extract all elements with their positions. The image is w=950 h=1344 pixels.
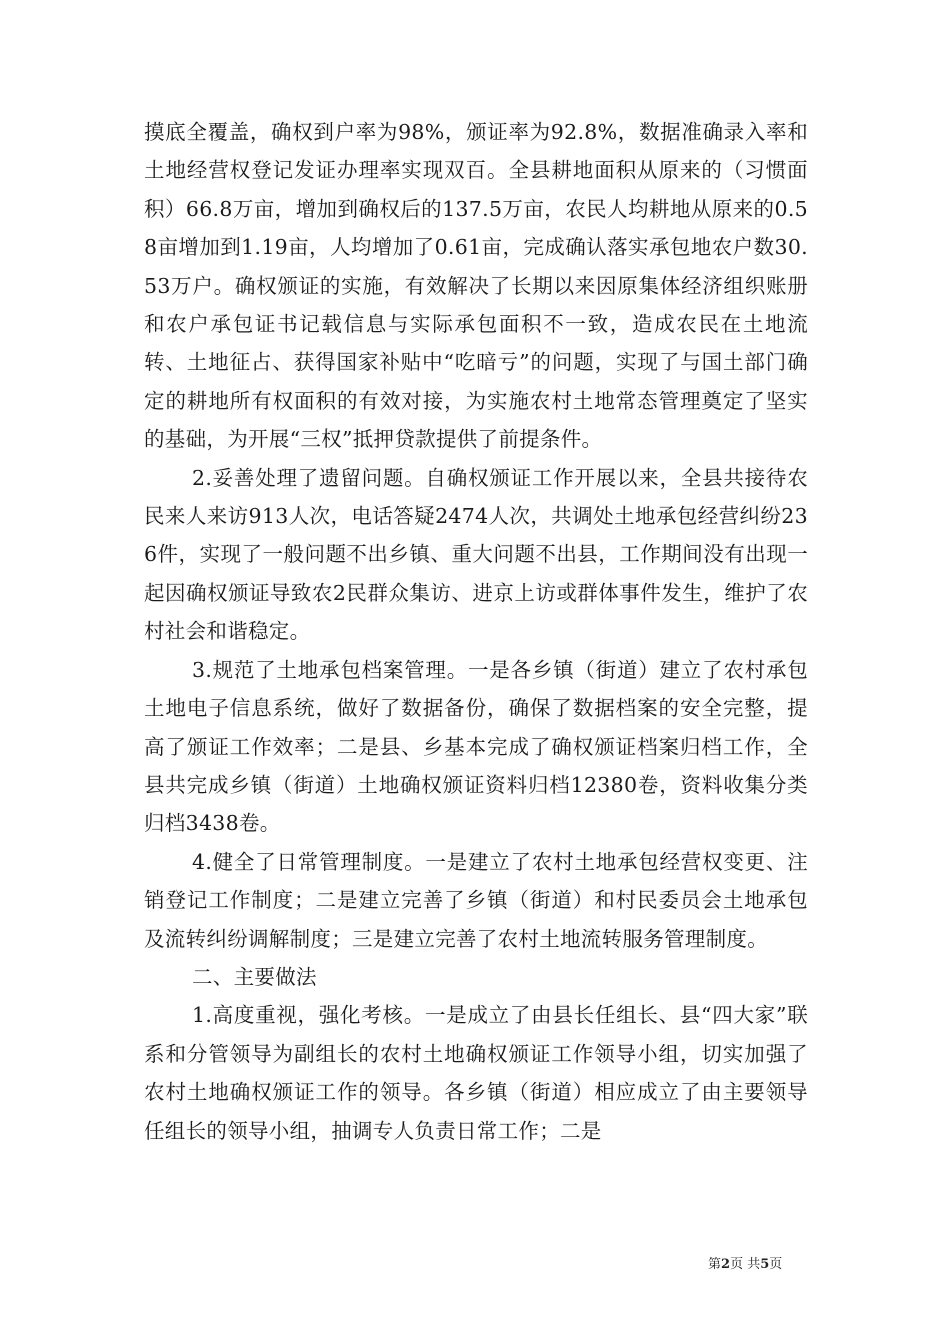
footer-middle: 页 共 (730, 1257, 761, 1272)
paragraph-legacy-issues: 2.妥善处理了遗留问题。自确权颁证工作开展以来，全县共接待农民来人来访913人次，电话答疑2474人次，共调处土地承包经营纠纷236件，实现了一般问题不出乡镇、重大问题不出县，工作期间没有出现一起因确权颁证导致农2民群众集访、进京上访或群体事件发生，维护了农村社会和谐稳定。 (144, 465, 808, 644)
paragraph-management-system: 4.健全了日常管理制度。一是建立了农村土地承包经营权变更、注销登记工作制度；二是建立完善了乡镇（街道）和村民委员会土地承包及流转纠纷调解制度；三是建立完善了农村土地流转服务管理制度。 (144, 849, 808, 951)
page-number-footer (708, 1257, 782, 1273)
section-heading: 二、主要做法 (192, 964, 317, 989)
footer-suffix: 页 (769, 1257, 783, 1272)
paragraph-archive-management: 3.规范了土地承包档案管理。一是各乡镇（街道）建立了农村承包土地电子信息系统，做好了数据备份，确保了数据档案的安全完整，提高了颁证工作效率；二是县、乡基本完成了确权颁证档案归档工作，全县共完成乡镇（街道）土地确权颁证资料归档12380卷，资料收集分类归档3438卷。 (144, 657, 808, 836)
paragraph-attention-assessment: 1.高度重视，强化考核。一是成立了由县长任组长、县“四大家”联系和分管领导为副组长的农村土地确权颁证工作领导小组，切实加强了农村土地确权颁证工作的领导。各乡镇（街道）相应成立了由主要领导任组长的领导小组，抽调专人负责日常工作；二是 (144, 1003, 808, 1143)
footer-current-page: 2 (721, 1257, 731, 1272)
footer-total-pages: 5 (760, 1257, 770, 1272)
document-body (144, 113, 808, 1150)
footer-prefix: 第 (708, 1257, 722, 1272)
paragraph-continued: 摸底全覆盖，确权到户率为98%，颁证率为92.8%，数据准确录入率和土地经营权登记发证办理率实现双百。全县耕地面积从原来的（习惯面积）66.8万亩，增加到确权后的137.5万亩，农民人均耕地从原来的0.58亩增加到1.19亩，人均增加了0.61亩，完成确认落实承包地农户数30.53万户。确权颁证的实施，有效解决了长期以来因原集体经济组织账册和农户承包证书记载信息与实际承包面积不一致，造成农民在土地流转、土地征占、获得国家补贴中“吃暗亏”的问题，实现了与国土部门确定的耕地所有权面积的有效对接，为实施农村土地常态管理奠定了坚实的基础，为开展“三权”抵押贷款提供了前提条件。 (144, 120, 808, 452)
